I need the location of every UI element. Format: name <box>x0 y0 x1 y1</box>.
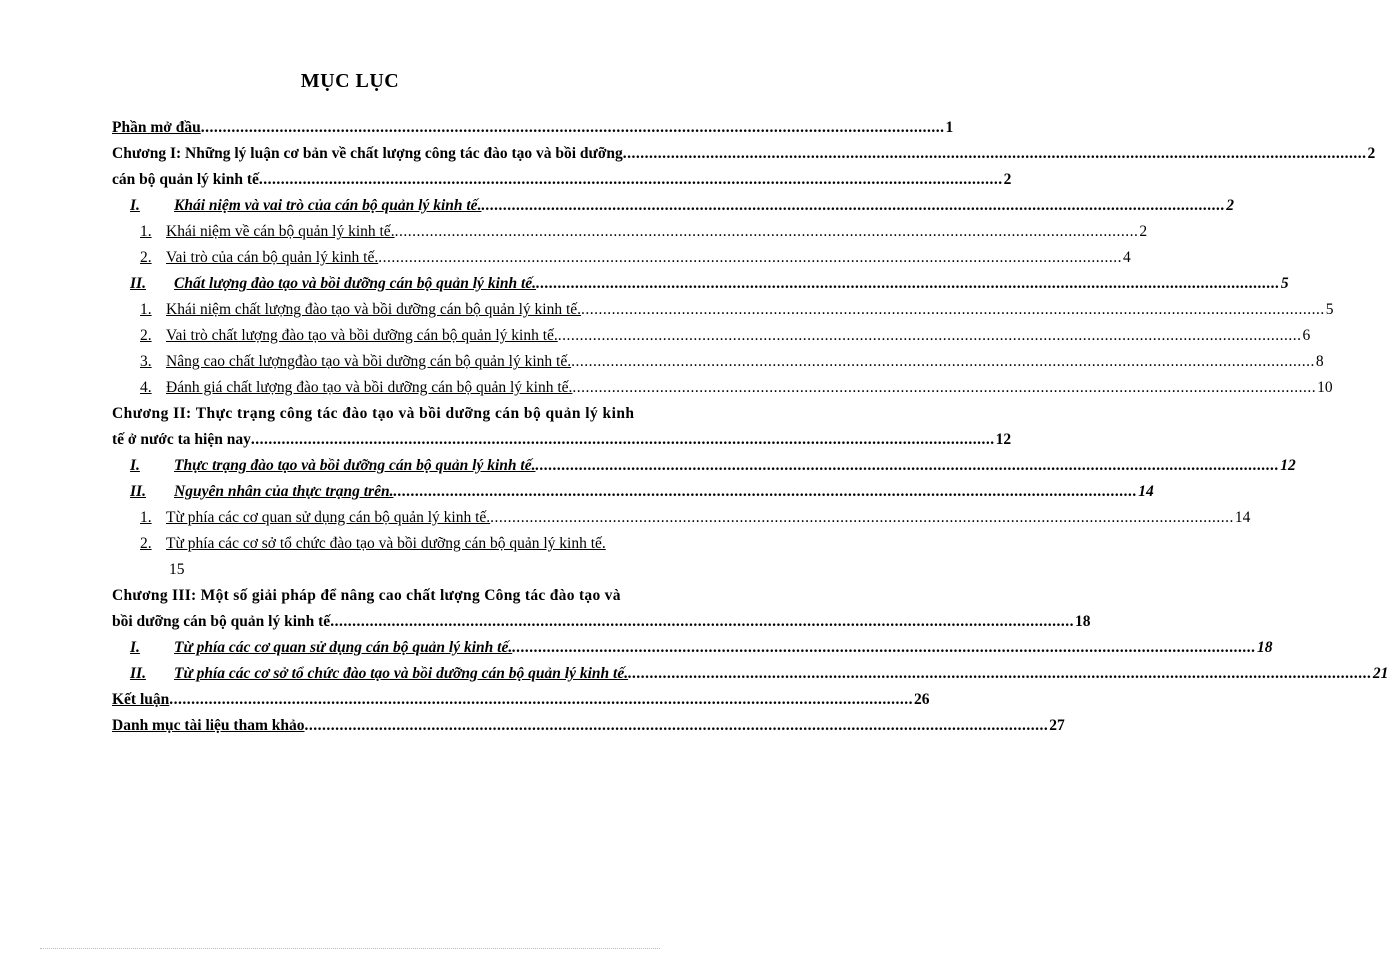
toc-page: 5 <box>1280 275 1289 292</box>
toc-entry-1-II-4[interactable] <box>112 375 1333 401</box>
toc-number: 2. <box>140 535 152 552</box>
toc-leader <box>558 323 1302 349</box>
toc-page: 4 <box>1122 249 1131 266</box>
toc-label: Từ phía các cơ sở tổ chức đào tạo và bồi dưỡng cán bộ quản lý kinh tế. <box>166 535 606 552</box>
toc-page: 12 <box>995 431 1012 448</box>
page-title: MỤC LỤC <box>300 70 400 92</box>
toc-entry-1-II-1[interactable] <box>112 297 1334 323</box>
toc-entry-2-II-2-page[interactable] <box>112 557 640 583</box>
toc-entry-chapter-1[interactable] <box>112 141 1376 167</box>
toc-label: Từ phía các cơ quan sử dụng cán bộ quản lý kinh tế. <box>166 509 491 526</box>
toc-entry-chapter-3[interactable] <box>112 583 640 609</box>
toc-entry-references[interactable] <box>112 713 1065 739</box>
toc-number: I. <box>130 639 140 656</box>
toc-entry-3-I[interactable] <box>112 635 1273 661</box>
toc-leader <box>378 245 1122 271</box>
toc-leader <box>490 505 1234 531</box>
toc-label: Chương I: Những lý luận cơ bản về chất lượng công tác đào tạo và bồi dưỡng <box>112 145 623 162</box>
toc-page: 5 <box>1325 301 1334 318</box>
toc-number: 2. <box>140 327 152 344</box>
toc-leader <box>169 687 913 713</box>
toc-entry-chapter-1-cont[interactable] <box>112 167 1012 193</box>
toc-entry-chapter-2[interactable] <box>112 401 640 427</box>
toc-label: Phần mở đầu <box>112 119 201 136</box>
toc-entry-1-I-2[interactable] <box>112 245 1131 271</box>
toc-number: I. <box>130 457 140 474</box>
toc-number: I. <box>130 197 140 214</box>
toc-label: bồi dưỡng cán bộ quản lý kinh tế <box>112 613 331 630</box>
toc-leader <box>581 297 1325 323</box>
toc-leader <box>536 271 1280 297</box>
toc-page: 12 <box>1280 457 1296 474</box>
toc-page: 14 <box>1138 483 1154 500</box>
toc-page: 6 <box>1302 327 1311 344</box>
toc-page: 27 <box>1049 717 1065 734</box>
toc-number: II. <box>130 483 146 500</box>
toc-entry-intro[interactable] <box>112 115 954 141</box>
toc-entry-1-II[interactable] <box>112 271 1289 297</box>
toc-entry-2-II-2[interactable] <box>112 531 640 557</box>
toc-label: Danh mục tài liệu tham khảo <box>112 717 305 734</box>
toc-leader <box>395 219 1139 245</box>
toc-number: 1. <box>140 509 152 526</box>
toc-number: 4. <box>140 379 152 396</box>
toc-leader <box>623 141 1367 167</box>
toc-page: 18 <box>1256 639 1273 656</box>
toc-label: Chương II: Thực trạng công tác đào tạo và bồi dưỡng cán bộ quản lý kinh <box>112 405 635 422</box>
toc-number: II. <box>130 665 146 682</box>
toc-leader <box>305 713 1049 739</box>
toc-leader <box>201 115 945 141</box>
toc-leader <box>628 661 1372 687</box>
toc-entry-1-I[interactable] <box>112 193 1234 219</box>
toc-number: 1. <box>140 223 152 240</box>
toc-leader <box>535 453 1279 479</box>
table-of-contents <box>112 115 1388 739</box>
toc-leader <box>330 609 1074 635</box>
toc-page: 15 <box>169 561 185 578</box>
toc-leader <box>512 635 1256 661</box>
toc-label: Khái niệm về cán bộ quản lý kinh tế. <box>166 223 395 240</box>
toc-entry-conclusion[interactable] <box>112 687 930 713</box>
toc-page: 8 <box>1315 353 1324 370</box>
toc-number: 1. <box>140 301 152 318</box>
toc-page: 21 <box>1372 665 1388 682</box>
toc-label: Từ phía các cơ quan sử dụng cán bộ quản lý kinh tế. <box>174 639 513 656</box>
toc-label: Khái niệm và vai trò của cán bộ quản lý kinh tế. <box>174 197 482 214</box>
toc-number: 2. <box>140 249 152 266</box>
toc-number: 3. <box>140 353 152 370</box>
toc-label: Thực trạng đào tạo và bồi dưỡng cán bộ quản lý kinh tế. <box>174 457 536 474</box>
toc-label: cán bộ quản lý kinh tế <box>112 171 259 188</box>
toc-label: Vai trò chất lượng đào tạo và bồi dưỡng cán bộ quản lý kinh tế. <box>166 327 558 344</box>
toc-page: 10 <box>1317 379 1333 396</box>
toc-leader <box>259 167 1003 193</box>
toc-entry-2-II[interactable] <box>112 479 1154 505</box>
toc-leader <box>481 193 1225 219</box>
toc-label: Vai trò của cán bộ quản lý kinh tế. <box>166 249 379 266</box>
page-bottom-divider <box>40 948 660 949</box>
toc-entry-chapter-3-cont[interactable] <box>112 609 1091 635</box>
toc-leader <box>571 349 1315 375</box>
toc-leader <box>251 427 995 453</box>
toc-entry-1-I-1[interactable] <box>112 219 1148 245</box>
toc-entry-3-II[interactable] <box>112 661 1388 687</box>
toc-label: Chất lượng đào tạo và bồi dưỡng cán bộ quản lý kinh tế. <box>174 275 537 292</box>
toc-entry-chapter-2-cont[interactable] <box>112 427 1012 453</box>
toc-entry-1-II-2[interactable] <box>112 323 1311 349</box>
toc-page: 2 <box>1226 197 1234 214</box>
toc-label: Nguyên nhân của thực trạng trên. <box>174 483 394 500</box>
toc-page: 18 <box>1074 613 1091 630</box>
toc-entry-1-II-3[interactable] <box>112 349 1324 375</box>
toc-page: 1 <box>945 119 954 136</box>
toc-entry-2-II-1[interactable] <box>112 505 1251 531</box>
toc-leader <box>393 479 1137 505</box>
toc-page: 2 <box>1139 223 1148 240</box>
toc-entry-2-I[interactable] <box>112 453 1296 479</box>
toc-label: Chương III: Một số giải pháp để nâng cao chất lượng Công tác đào tạo và <box>112 587 621 604</box>
toc-label: Kết luận <box>112 691 170 708</box>
toc-page: 2 <box>1003 171 1012 188</box>
toc-label: Khái niệm chất lượng đào tạo và bồi dưỡng cán bộ quản lý kinh tế. <box>166 301 582 318</box>
toc-page: 14 <box>1234 509 1251 526</box>
toc-page: 2 <box>1367 145 1376 162</box>
toc-label: Từ phía các cơ sở tổ chức đào tạo và bồi dưỡng cán bộ quản lý kinh tế. <box>174 665 629 682</box>
toc-label: Nâng cao chất lượngđào tạo và bồi dưỡng cán bộ quản lý kinh tế. <box>166 353 572 370</box>
toc-label: Đánh giá chất lượng đào tạo và bồi dưỡng cán bộ quản lý kinh tế. <box>166 379 573 396</box>
toc-number: II. <box>130 275 146 292</box>
toc-page: 26 <box>914 691 930 708</box>
toc-leader <box>572 375 1316 401</box>
toc-label: tế ở nước ta hiện nay <box>112 431 251 448</box>
